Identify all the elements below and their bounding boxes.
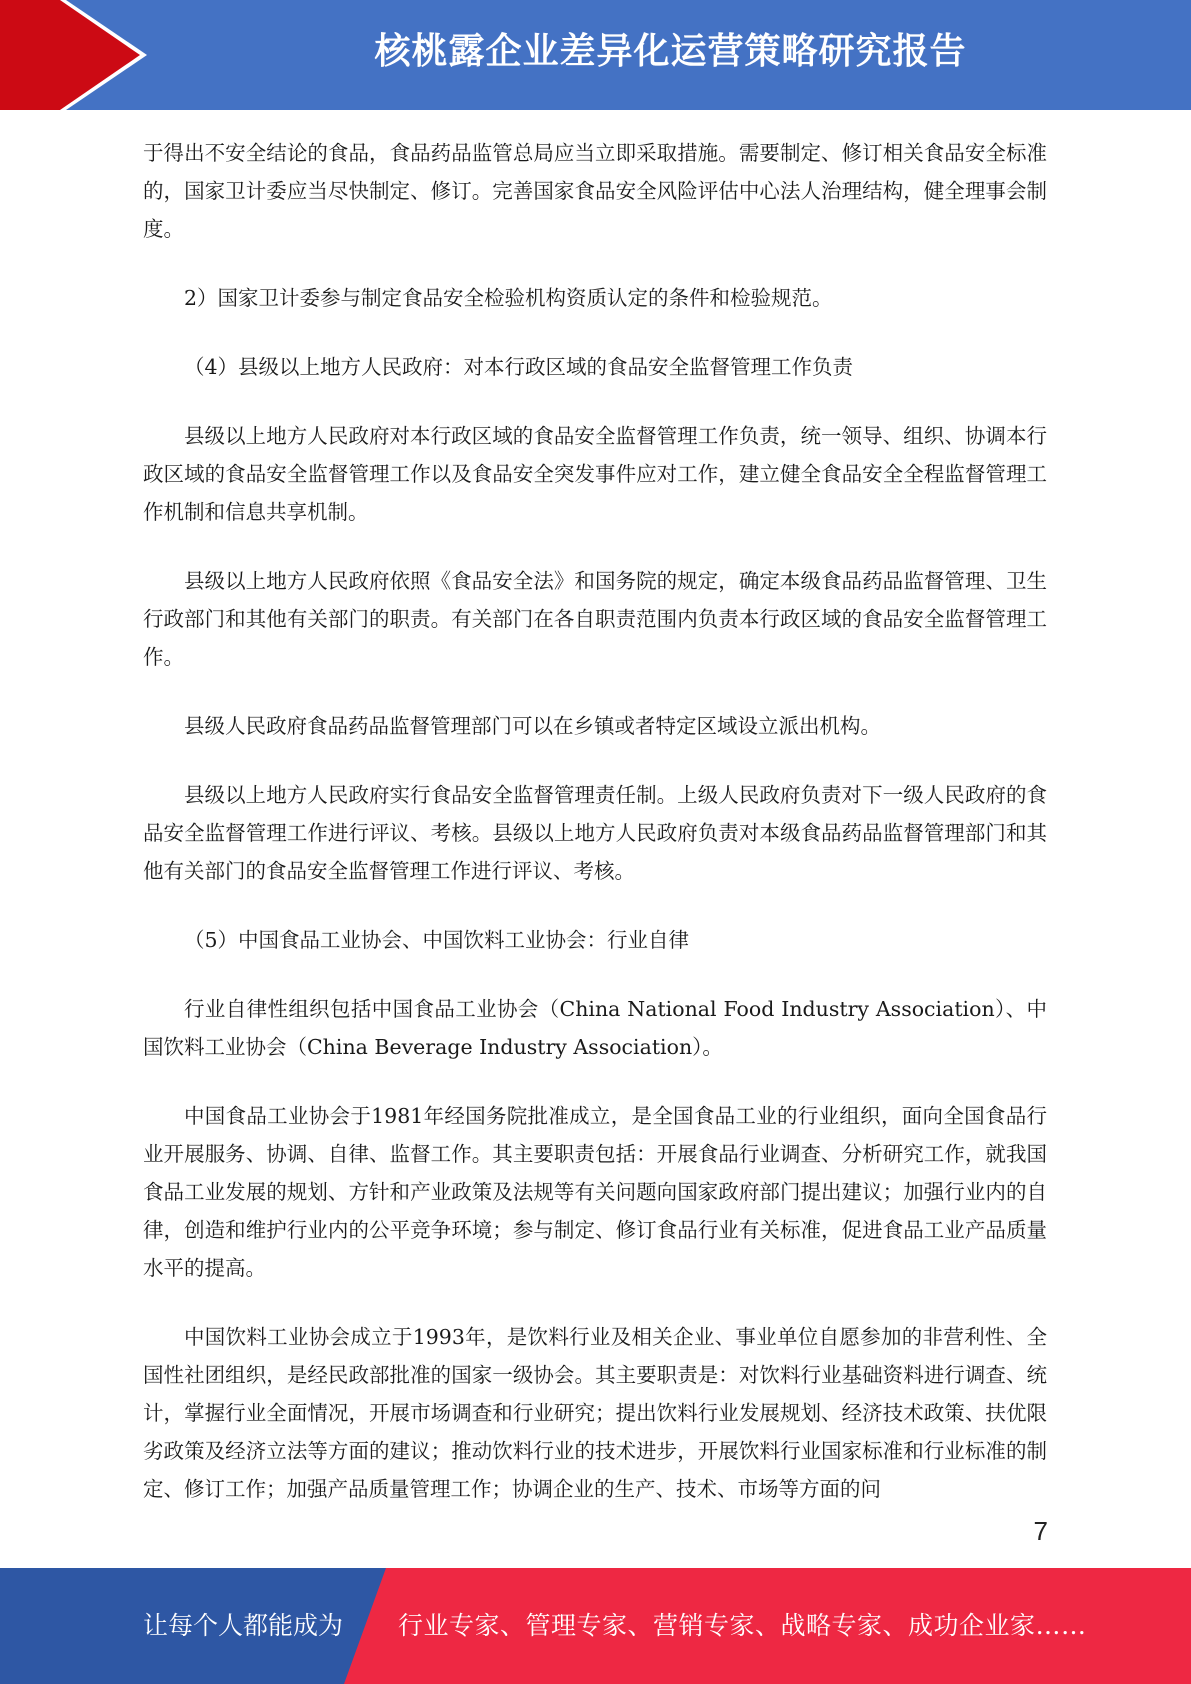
footer-slogan-left: 让每个人都能成为 (143, 1611, 344, 1640)
header-arrow-graphic (0, 0, 160, 110)
body-paragraph: 于得出不安全结论的食品，食品药品监管总局应当立即采取措施。需要制定、修订相关食品安全标准的，国家卫计委应当尽快制定、修订。完善国家食品安全风险评估中心法人治理结构，健全理事会制度。 (143, 141, 1047, 241)
body-paragraph: 县级以上地方人民政府依照《食品安全法》和国务院的规定，确定本级食品药品监督管理、卫生行政部门和其他有关部门的职责。有关部门在各自职责范围内负责本行政区域的食品安全监督管理工作。 (143, 569, 1047, 669)
report-title: 核桃露企业差异化运营策略研究报告 (374, 31, 967, 72)
body-paragraph: 2）国家卫计委参与制定食品安全检验机构资质认定的条件和检验规范。 (184, 286, 833, 310)
page-footer (0, 1568, 1191, 1684)
page-body (143, 134, 1047, 1539)
body-paragraph: 县级以上地方人民政府对本行政区域的食品安全监督管理工作负责，统一领导、组织、协调本行政区域的食品安全监督管理工作以及食品安全突发事件应对工作，建立健全食品安全全程监督管理工作机制和信息共享机制。 (143, 424, 1047, 524)
section-subheading: （4）县级以上地方人民政府：对本行政区域的食品安全监督管理工作负责 (184, 355, 854, 379)
page-header (0, 0, 1191, 110)
body-paragraph: 中国食品工业协会于1981年经国务院批准成立，是全国食品工业的行业组织，面向全国食品行业开展服务、协调、自律、监督工作。其主要职责包括：开展食品行业调查、分析研究工作，就我国食品工业发展的规划、方针和产业政策及法规等有关问题向国家政府部门提出建议；加强行业内的自律，创造和维护行业内的公平竞争环境；参与制定、修订食品行业有关标准，促进食品工业产品质量水平的提高。 (143, 1104, 1047, 1280)
body-paragraph: 中国饮料工业协会成立于1993年，是饮料行业及相关企业、事业单位自愿参加的非营利性、全国性社团组织，是经民政部批准的国家一级协会。其主要职责是：对饮料行业基础资料进行调查、统计，掌握行业全面情况，开展市场调查和行业研究；提出饮料行业发展规划、经济技术政策、扶优限劣政策及经济立法等方面的建议；推动饮料行业的技术进步，开展饮料行业国家标准和行业标准的制定、修订工作；加强产品质量管理工作；协调企业的生产、技术、市场等方面的问 (143, 1325, 1047, 1501)
body-paragraph: 县级以上地方人民政府实行食品安全监督管理责任制。上级人民政府负责对下一级人民政府的食品安全监督管理工作进行评议、考核。县级以上地方人民政府负责对本级食品药品监督管理部门和其他有关部门的食品安全监督管理工作进行评议、考核。 (143, 783, 1047, 883)
footer-slogan-right: 行业专家、管理专家、营销专家、战略专家、成功企业家…… (398, 1611, 1087, 1640)
body-paragraph: 县级人民政府食品药品监督管理部门可以在乡镇或者特定区域设立派出机构。 (184, 714, 881, 738)
section-subheading: （5）中国食品工业协会、中国饮料工业协会：行业自律 (184, 928, 690, 952)
body-paragraph: 行业自律性组织包括中国食品工业协会（China National Food Industry Association）、中国饮料工业协会（China Beverage Industry Association）。 (143, 997, 1047, 1059)
page-number: 7 (1033, 1516, 1048, 1546)
